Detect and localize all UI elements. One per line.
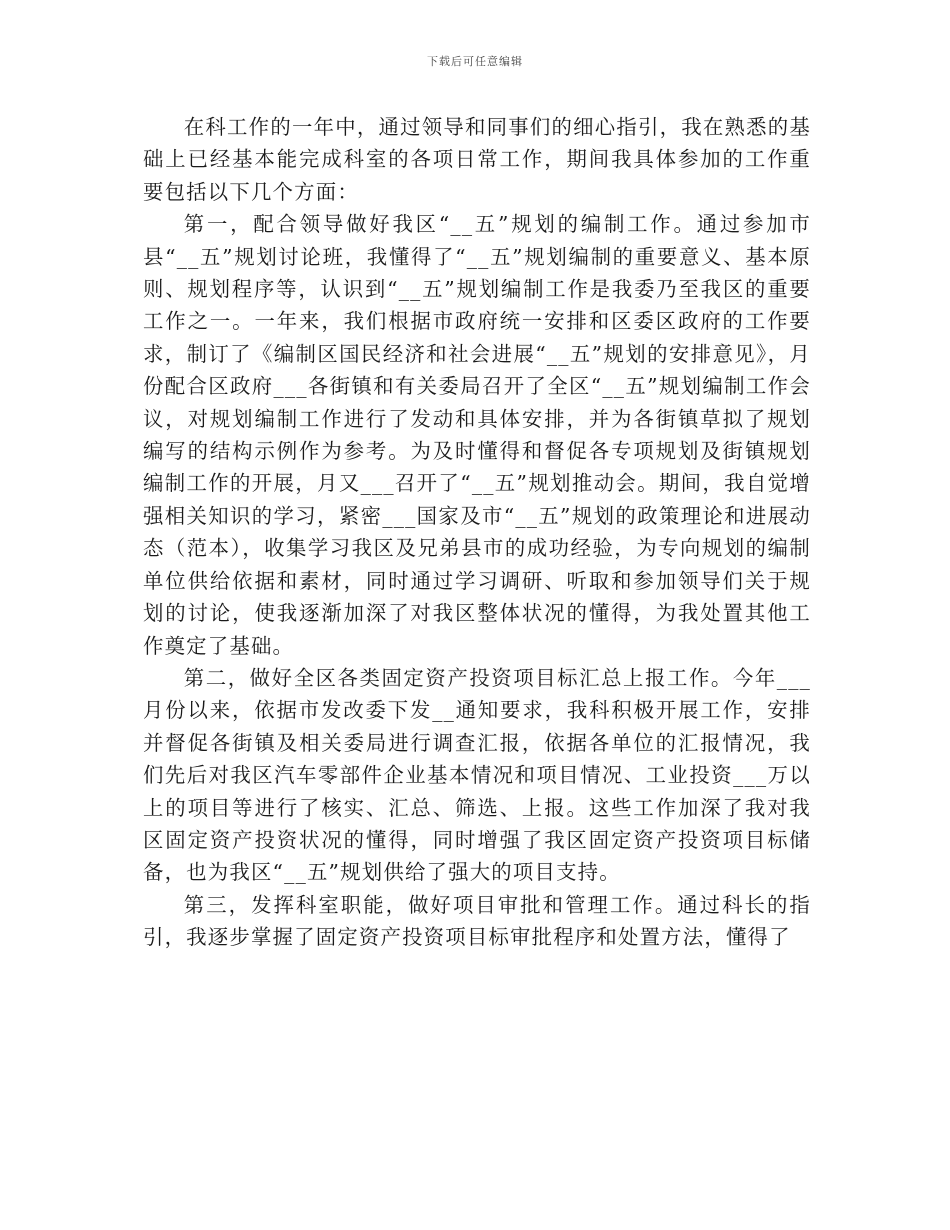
paragraph-intro: 在科工作的一年中，通过领导和同事们的细心指引，我在熟悉的基础上已经基本能完成科室的各项日常工作，期间我具体参加的工作重要包括以下几个方面： xyxy=(143,115,811,204)
page-header-note: 下载后可任意编辑 xyxy=(427,55,523,68)
paragraph-third-item: 第三，发挥科室职能，做好项目审批和管理工作。通过科长的指引，我逐步掌握了固定资产投资项目标审批程序和处置方法，懂得了 xyxy=(143,892,811,950)
document-body xyxy=(143,111,811,954)
paragraph-second-item: 第二，做好全区各类固定资产投资项目标汇总上报工作。今年___月份以来，依据市发改委下发__通知要求，我科积极开展工作，安排并督促各街镇及相关委局进行调查汇报，依据各单位的汇报情况，我们先后对我区汽车零部件企业基本情况和项目情况、工业投资___万以上的项目等进行了核实、汇总、筛选、上报。这些工作加深了我对我区固定资产投资状况的懂得，同时增强了我区固定资产投资项目标储备，也为我区“__五”规划供给了强大的项目支持。 xyxy=(143,665,811,885)
paragraph-first-item: 第一，配合领导做好我区“__五”规划的编制工作。通过参加市县“__五”规划讨论班，我懂得了“__五”规划编制的重要意义、基本原则、规划程序等，认识到“__五”规划编制工作是我委乃至我区的重要工作之一。一年来，我们根据市政府统一安排和区委区政府的工作要求，制订了《编制区国民经济和社会进展“__五”规划的安排意见》，月份配合区政府___各街镇和有关委局召开了全区“__五”规划编制工作会议，对规划编制工作进行了发动和具体安排，并为各街镇草拟了规划编写的结构示例作为参考。为及时懂得和督促各专项规划及街镇规划编制工作的开展，月又___召开了“__五”规划推动会。期间，我自觉增强相关知识的学习，紧密___国家及市“__五”规划的政策理论和进展动态（范本），收集学习我区及兄弟县市的成功经验，为专向规划的编制单位供给依据和素材，同时通过学习调研、听取和参加领导们关于规划的讨论，使我逐渐加深了对我区整体状况的懂得，为我处置其他工作奠定了基础。 xyxy=(143,212,811,658)
